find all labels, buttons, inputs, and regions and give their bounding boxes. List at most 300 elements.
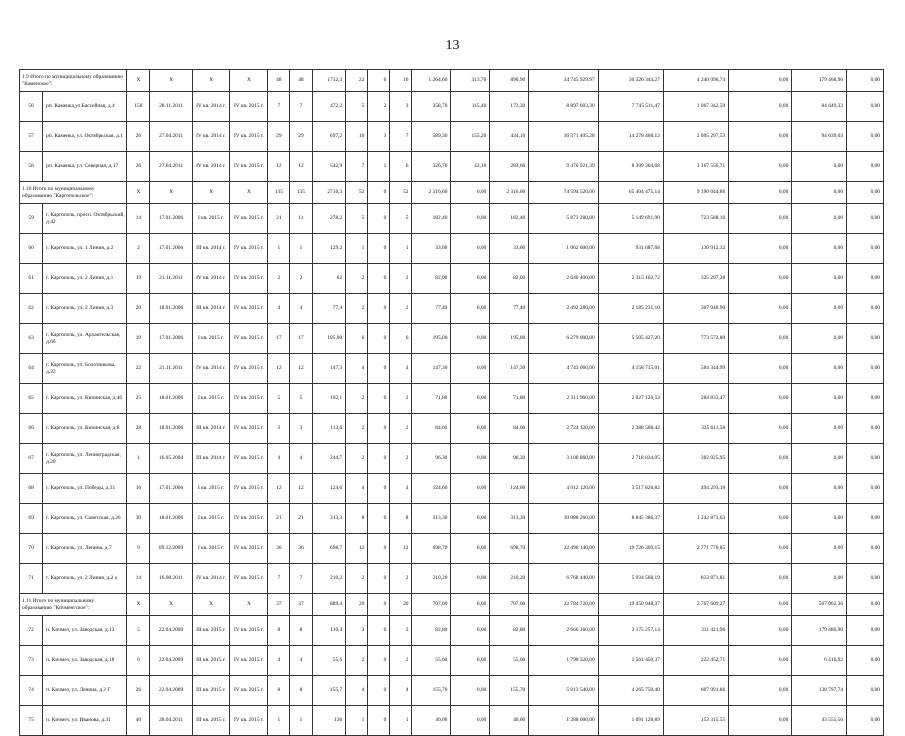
table-cell: 7 745 511,47 (598, 92, 663, 122)
table-row (20, 444, 884, 474)
table-row (20, 92, 884, 122)
table-cell: 0 (368, 354, 390, 384)
row-number: 70 (20, 534, 43, 564)
group-total-row (20, 594, 884, 616)
address-cell: п. Кичмез, ул. Иванова, д.31 (43, 706, 127, 736)
table-cell: 21 (290, 504, 312, 534)
table-row (20, 616, 884, 646)
table-cell: IV кв. 2015 г. (230, 324, 268, 354)
table-cell: 16.05.2004 (150, 444, 192, 474)
table-cell: 0,00 (792, 414, 847, 444)
table-cell: 96,30 (490, 444, 529, 474)
table-cell: 6 416,92 (792, 646, 847, 676)
table-cell: 5 505 427,20 (598, 324, 663, 354)
table-cell: 4 (290, 294, 312, 324)
table-cell: 12 (290, 152, 312, 182)
table-cell: 2 (127, 234, 150, 264)
address-cell: г. Каргополь, ул. 1 Линия, д.2 (43, 234, 127, 264)
table-cell: IV кв. 2015 г. (230, 122, 268, 152)
table-cell: 3 (390, 92, 412, 122)
table-cell: 1 (368, 152, 390, 182)
table-row (20, 706, 884, 736)
table-cell: IV кв. 2015 г. (230, 676, 268, 706)
table-cell: 567 062,36 (792, 594, 847, 616)
table-cell: IV кв. 2015 г. (230, 414, 268, 444)
table-cell: 542,9 (312, 152, 346, 182)
table-cell: I кв. 2015 г. (192, 384, 230, 414)
table-cell: 36 (290, 534, 312, 564)
housing-table (19, 69, 884, 736)
table-cell: 22.04.2009 (150, 676, 192, 706)
table-cell: 22 (127, 354, 150, 384)
table-cell: 12 (290, 354, 312, 384)
table-cell: 0,00 (451, 182, 490, 204)
table-cell: 326,70 (412, 152, 451, 182)
table-cell: 55,60 (490, 646, 529, 676)
table-row (20, 534, 884, 564)
table-cell: 698,70 (412, 534, 451, 564)
table-cell: 6 (390, 324, 412, 354)
table-cell: 0,00 (729, 706, 792, 736)
address-cell: п. Кичмез, ул. Заводская, д.18 (43, 646, 127, 676)
row-number: 61 (20, 264, 43, 294)
row-number: 72 (20, 616, 43, 646)
table-cell: 0,00 (729, 234, 792, 264)
table-cell: 335 611,58 (663, 414, 728, 444)
table-cell: 697,2 (312, 122, 346, 152)
table-cell: 2 (346, 564, 368, 594)
table-cell: 18.01.2006 (150, 504, 192, 534)
table-cell: IV кв. 2014 г. (192, 152, 230, 182)
table-cell: 0,00 (792, 444, 847, 474)
table-cell: 0 (368, 564, 390, 594)
table-cell: 1 561 450,37 (598, 646, 663, 676)
table-cell: 6 (368, 70, 390, 92)
table-cell: 40,00 (412, 706, 451, 736)
table-cell: 1 067 342,50 (663, 92, 728, 122)
table-cell: X (192, 594, 230, 616)
table-cell: 0,00 (729, 594, 792, 616)
row-number: 69 (20, 504, 43, 534)
address-cell: г. Каргополь, ул. Ленинградская, д.20 (43, 444, 127, 474)
table-cell: 0,00 (792, 152, 847, 182)
table-cell: 210,20 (412, 564, 451, 594)
table-cell: 3 (346, 616, 368, 646)
table-cell: 0 (368, 676, 390, 706)
table-cell: I кв. 2015 г. (192, 474, 230, 504)
table-row (20, 234, 884, 264)
table-cell: I кв. 2015 г. (192, 204, 230, 234)
table-cell: 77,4 (312, 294, 346, 324)
table-cell: 9 190 044,86 (663, 182, 728, 204)
table-cell: 4 743 060,00 (529, 354, 598, 384)
table-cell: 12 (390, 534, 412, 564)
table-cell: 0,00 (729, 474, 792, 504)
table-cell: 82,00 (412, 264, 451, 294)
table-cell: III кв. 2015 г. (192, 706, 230, 736)
table-cell: 124,60 (412, 474, 451, 504)
table-cell: 8 (268, 676, 290, 706)
table-cell: IV кв. 2015 г. (230, 504, 268, 534)
table-cell: 0,00 (847, 646, 884, 676)
table-row (20, 152, 884, 182)
table-cell: 2 (390, 444, 412, 474)
table-cell: 12 (268, 474, 290, 504)
table-cell: 11 (290, 204, 312, 234)
table-cell: IV кв. 2015 г. (230, 152, 268, 182)
table-cell: 5 (268, 384, 290, 414)
table-cell: 8 (290, 616, 312, 646)
table-cell: 110,4 (312, 616, 346, 646)
table-cell: 472,2 (312, 92, 346, 122)
table-cell: 0,00 (847, 504, 884, 534)
table-cell: 1 (290, 234, 312, 264)
table-cell: III кв. 2015 г. (192, 676, 230, 706)
table-cell: 0,00 (847, 204, 884, 234)
table-cell: 4 (268, 294, 290, 324)
table-cell: 136 (312, 706, 346, 736)
table-cell: 0,00 (847, 414, 884, 444)
table-cell: 0,00 (729, 534, 792, 564)
table-cell: III кв. 2014 г. (192, 414, 230, 444)
table-cell: 52 (390, 182, 412, 204)
table-cell: 17.01.2006 (150, 234, 192, 264)
table-cell: 22.04.2009 (150, 616, 192, 646)
table-cell: 0,00 (847, 474, 884, 504)
table-cell: 29 (290, 122, 312, 152)
table-cell: 311 421,96 (663, 616, 728, 646)
address-cell: п. Кичмез, ул. Ленина, д.3 Г (43, 676, 127, 706)
table-cell: 931 687,68 (598, 234, 663, 264)
table-cell: 1 091 128,89 (598, 706, 663, 736)
row-number: 71 (20, 564, 43, 594)
table-cell: 2 315 102,72 (598, 264, 663, 294)
table-cell: 195,00 (490, 324, 529, 354)
group-title: 1.10 Итого по муниципальному образованию "Каргопольское": (20, 182, 127, 204)
table-cell: 22.04.2009 (150, 646, 192, 676)
table-cell: 77,40 (490, 294, 529, 324)
table-cell: 0,00 (847, 354, 884, 384)
table-cell: 18.01.2006 (150, 294, 192, 324)
table-cell: I кв. 2015 г. (192, 504, 230, 534)
address-cell: г. Каргополь, ул. Ленина, д.7 (43, 534, 127, 564)
row-number: 60 (20, 234, 43, 264)
table-cell: 325 297,28 (663, 264, 728, 294)
table-cell: 0,00 (451, 414, 490, 444)
table-cell: X (192, 70, 230, 92)
table-cell: 182,40 (412, 204, 451, 234)
table-row (20, 474, 884, 504)
address-cell: г. Каргополь, ул. Кипинская, д.46 (43, 384, 127, 414)
table-cell: X (150, 182, 192, 204)
table-cell: 14 278 468,12 (598, 122, 663, 152)
table-cell: 0 (368, 534, 390, 564)
table-cell: 4 012 120,00 (529, 474, 598, 504)
table-cell: 3 (290, 414, 312, 444)
table-cell: 195,00 (412, 324, 451, 354)
table-cell: 22 784 720,00 (529, 594, 598, 616)
table-cell: 698,70 (490, 534, 529, 564)
table-cell: 55,60 (412, 646, 451, 676)
table-cell: 71,80 (490, 384, 529, 414)
table-cell: 0,00 (451, 706, 490, 736)
table-cell: 0 (368, 444, 390, 474)
table-cell: 0,00 (847, 594, 884, 616)
table-cell: 74 594 520,00 (529, 182, 598, 204)
table-cell: 3 517 826,82 (598, 474, 663, 504)
address-cell: г. Каргополь, ул. 2 Линия, д.3 (43, 294, 127, 324)
table-cell: 82,00 (490, 264, 529, 294)
group-title: 1.9 Итого по муниципальному образованию "Каменское": (20, 70, 127, 92)
table-cell: 0,00 (451, 264, 490, 294)
table-cell: IV кв. 2014 г. (192, 92, 230, 122)
table-cell: 4 240 096,74 (663, 70, 728, 92)
table-cell: 179 480,90 (792, 616, 847, 646)
table-cell: 2 (346, 444, 368, 474)
table-cell: 71,80 (412, 384, 451, 414)
table-cell: 0 (368, 234, 390, 264)
table-cell: 0,00 (729, 122, 792, 152)
table-cell: 1 790 320,00 (529, 646, 598, 676)
table-cell: 0,00 (847, 324, 884, 354)
row-number: 66 (20, 414, 43, 444)
table-cell: 10 088 260,00 (529, 504, 598, 534)
address-cell: рп. Каменка, ул. Октябрьская, д.1 (43, 122, 127, 152)
table-cell: IV кв. 2015 г. (230, 706, 268, 736)
table-cell: 0,00 (792, 234, 847, 264)
table-cell: IV кв. 2014 г. (192, 122, 230, 152)
table-cell: 0,00 (451, 564, 490, 594)
table-cell: 82,80 (412, 616, 451, 646)
table-cell: 19 450 048,37 (598, 594, 663, 616)
table-cell: 0,00 (729, 616, 792, 646)
table-cell: 278,2 (312, 204, 346, 234)
table-cell: 8 (268, 616, 290, 646)
table-cell: 14 (127, 564, 150, 594)
table-cell: 8 309 364,68 (598, 152, 663, 182)
table-cell: 0 (368, 414, 390, 444)
table-cell: 1 264,60 (412, 70, 451, 92)
table-cell: 17 (268, 324, 290, 354)
table-row (20, 414, 884, 444)
table-cell: IV кв. 2014 г. (192, 564, 230, 594)
table-cell: 698,7 (312, 534, 346, 564)
table-cell: 0,00 (847, 152, 884, 182)
table-cell: 7 (390, 122, 412, 152)
table-cell: 22 498 140,00 (529, 534, 598, 564)
table-cell: IV кв. 2015 г. (230, 354, 268, 384)
table-cell: 155,7 (312, 676, 346, 706)
address-cell: г. Каргополь, ул. 2 Линия, д.2 а (43, 564, 127, 594)
table-cell: 4 (390, 676, 412, 706)
table-cell: 27.04.2011 (150, 152, 192, 182)
table-cell: 12 (268, 152, 290, 182)
table-cell: 2 (290, 264, 312, 294)
table-cell: 43 555,56 (792, 706, 847, 736)
table-cell: 0,00 (792, 204, 847, 234)
table-cell: 0,00 (847, 122, 884, 152)
table-cell: 5 149 691,90 (598, 204, 663, 234)
table-cell: 4 (290, 444, 312, 474)
table-cell: 0,00 (451, 444, 490, 474)
table-cell: IV кв. 2015 г. (230, 616, 268, 646)
table-cell: 222 452,71 (663, 646, 728, 676)
table-cell: 4 (290, 646, 312, 676)
table-cell: 307 048,90 (663, 294, 728, 324)
table-cell: 4 265 750,40 (598, 676, 663, 706)
table-cell: 82 (312, 264, 346, 294)
table-cell: I кв. 2015 г. (192, 324, 230, 354)
address-cell: г. Каргополь, ул. Кипинская, д.8 (43, 414, 127, 444)
table-cell: 7 (346, 152, 368, 182)
table-cell: IV кв. 2015 г. (230, 92, 268, 122)
table-cell: 0,00 (451, 616, 490, 646)
table-cell: 30 (127, 504, 150, 534)
table-cell: 358,70 (412, 92, 451, 122)
table-cell: 8 (290, 676, 312, 706)
table-cell: 6 768 440,00 (529, 564, 598, 594)
table-cell: 0 (368, 616, 390, 646)
table-cell: 0,00 (792, 534, 847, 564)
table-cell: 723 588,10 (663, 204, 728, 234)
address-cell: г. Каргополь, ул. Победы, д.31 (43, 474, 127, 504)
table-cell: 0,00 (729, 564, 792, 594)
table-cell: 584 344,99 (663, 354, 728, 384)
table-cell: 2 (390, 646, 412, 676)
table-cell: IV кв. 2015 г. (230, 204, 268, 234)
table-cell: 0,00 (451, 676, 490, 706)
table-cell: 129,2 (312, 234, 346, 264)
table-cell: 155,20 (451, 122, 490, 152)
table-cell: 48 (268, 70, 290, 92)
table-row (20, 122, 884, 152)
table-cell: X (150, 594, 192, 616)
table-cell: 4 (268, 444, 290, 474)
table-cell: 20 (346, 594, 368, 616)
table-cell: IV кв. 2015 г. (230, 234, 268, 264)
table-cell: 147,30 (490, 354, 529, 384)
table-cell: 0,00 (729, 504, 792, 534)
table-cell: 0,00 (451, 204, 490, 234)
table-row (20, 324, 884, 354)
table-cell: 37 (290, 594, 312, 616)
table-cell: 09.12.2009 (150, 534, 192, 564)
table-cell: 21 (268, 504, 290, 534)
table-cell: IV кв. 2015 г. (230, 564, 268, 594)
table-cell: 155,70 (490, 676, 529, 706)
table-cell: 2 (390, 564, 412, 594)
table-cell: 2 316,60 (412, 182, 451, 204)
table-cell: 2 027 126,53 (598, 384, 663, 414)
table-cell: 1 (127, 444, 150, 474)
table-cell: 84,60 (412, 414, 451, 444)
table-cell: 52 (346, 182, 368, 204)
address-cell: п. Кичмез, ул. Заводская, д.13 (43, 616, 127, 646)
table-cell: 138 797,74 (792, 676, 847, 706)
table-cell: 36 (268, 534, 290, 564)
table-cell: 1712,3 (312, 70, 346, 92)
table-cell: 20 (390, 594, 412, 616)
table-cell: 9 (127, 534, 150, 564)
table-cell: 0,00 (792, 182, 847, 204)
table-cell: 195,00 (312, 324, 346, 354)
table-cell: 5 (290, 384, 312, 414)
table-cell: 0,00 (792, 354, 847, 384)
table-cell: 313,3 (312, 504, 346, 534)
table-cell: III кв. 2014 г. (192, 234, 230, 264)
table-cell: 48 (290, 70, 312, 92)
table-cell: 8 897 603,30 (529, 92, 598, 122)
table-cell: 494 293,18 (663, 474, 728, 504)
table-cell: 1 062 600,00 (529, 234, 598, 264)
table-cell: 2 (368, 92, 390, 122)
table-cell: 43,10 (451, 152, 490, 182)
table-cell: 22 (346, 70, 368, 92)
table-cell: 0,00 (729, 354, 792, 384)
row-number: 56 (20, 92, 43, 122)
table-cell: 2 (346, 414, 368, 444)
table-cell: 26 (127, 676, 150, 706)
table-cell: 1 167 556,71 (663, 152, 728, 182)
table-cell: 7 (268, 564, 290, 594)
table-cell: 1 (290, 706, 312, 736)
table-cell: 607 991,86 (663, 676, 728, 706)
table-cell: IV кв. 2015 г. (230, 384, 268, 414)
table-cell: 210,20 (490, 564, 529, 594)
row-number: 75 (20, 706, 43, 736)
table-cell: 0 (368, 594, 390, 616)
table-cell: 2 311 960,00 (529, 384, 598, 414)
table-cell: 4 (346, 676, 368, 706)
table-cell: 17.01.2006 (150, 474, 192, 504)
table-cell: 12 (346, 534, 368, 564)
table-cell: 283,60 (490, 152, 529, 182)
table-cell: 21 (268, 204, 290, 234)
table-cell: 0,00 (451, 594, 490, 616)
address-cell: г. Каргополь, просп. Октябрьский, д.42 (43, 204, 127, 234)
table-cell: 33,00 (490, 234, 529, 264)
table-cell: 84,60 (490, 414, 529, 444)
row-number: 64 (20, 354, 43, 384)
row-number: 57 (20, 122, 43, 152)
table-cell: 28.11.2011 (150, 92, 192, 122)
table-cell: 0 (368, 706, 390, 736)
table-cell: 84 649,33 (792, 92, 847, 122)
table-cell: 30 326 344,27 (598, 70, 663, 92)
table-cell: 833 871,81 (663, 564, 728, 594)
table-cell: 0,00 (729, 294, 792, 324)
table-cell: 12 (290, 474, 312, 504)
table-cell: 890,90 (490, 70, 529, 92)
table-cell: 434,10 (490, 122, 529, 152)
table-cell: 0,00 (792, 504, 847, 534)
table-cell: X (127, 594, 150, 616)
table-cell: 2 (346, 294, 368, 324)
table-cell: 2 (346, 264, 368, 294)
table-cell: 0,00 (451, 234, 490, 264)
table-cell: IV кв. 2015 г. (230, 646, 268, 676)
table-cell: 1 (390, 234, 412, 264)
table-cell: 5 013 540,00 (529, 676, 598, 706)
table-cell: 18.01.2006 (150, 384, 192, 414)
table-cell: 2 (268, 264, 290, 294)
table-cell: 5 (346, 204, 368, 234)
table-cell: 55,6 (312, 646, 346, 676)
table-cell: 27.04.2011 (150, 122, 192, 152)
table-cell: 147,30 (412, 354, 451, 384)
table-cell: 2 (346, 384, 368, 414)
table-cell: 2 771 770,85 (663, 534, 728, 564)
